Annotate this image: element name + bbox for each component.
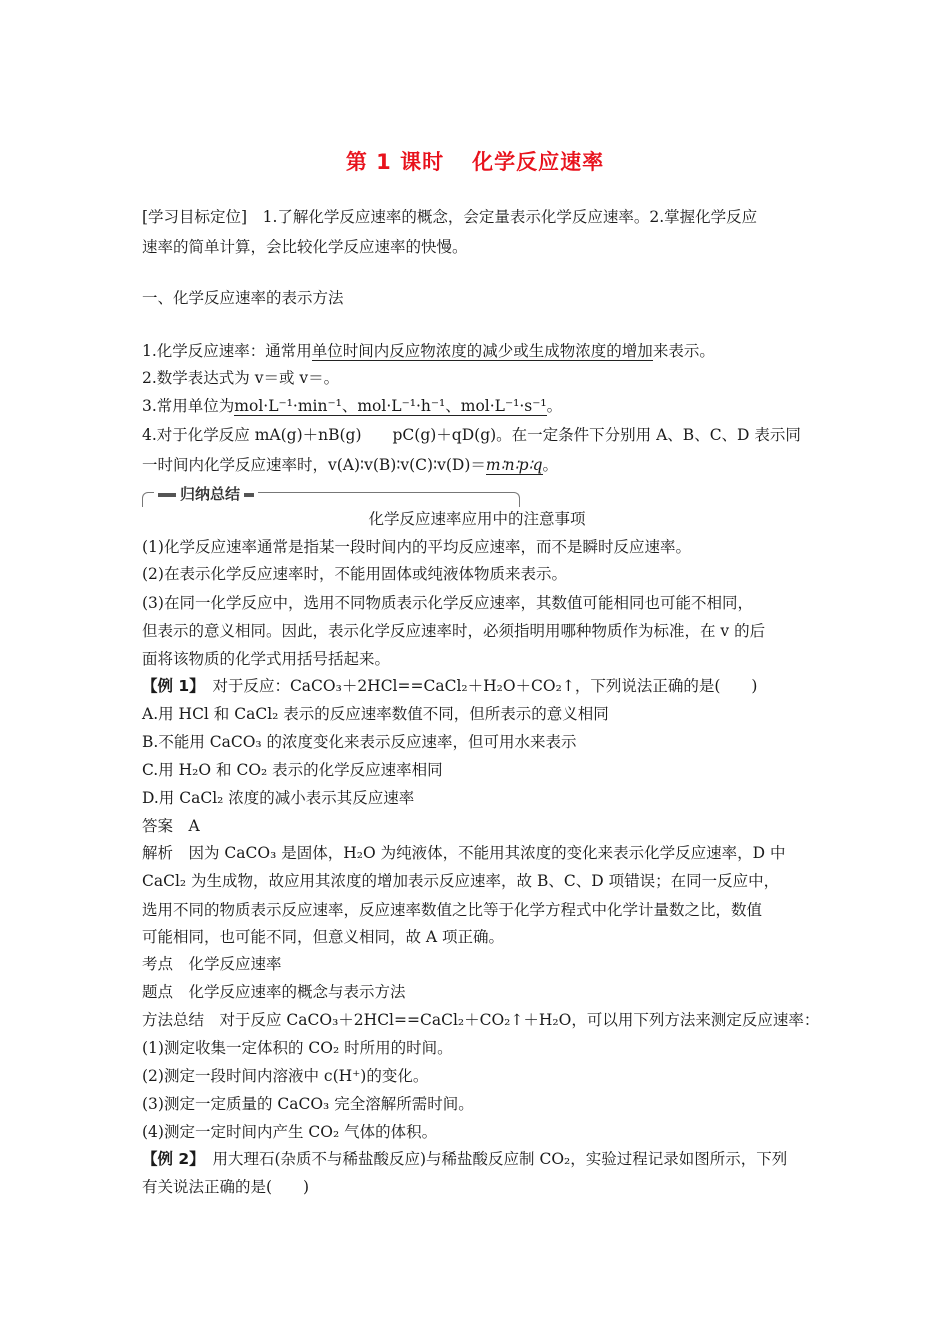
summary-box-header bbox=[142, 483, 520, 503]
item-3-answer: mol·L⁻¹·min⁻¹、mol·L⁻¹·h⁻¹、mol·L⁻¹·s⁻¹ bbox=[234, 397, 547, 415]
summary-tag-label: 归纳总结 bbox=[180, 485, 241, 503]
summary-title: 化学反应速率应用中的注意事项 bbox=[368, 510, 586, 528]
option-a: A.用 HCl 和 CaCl₂ 表示的反应速率数值不同，但所表示的意义相同 bbox=[142, 705, 609, 723]
method-1: (1)测定收集一定体积的 CO₂ 时所用的时间。 bbox=[142, 1039, 453, 1057]
lesson-title bbox=[0, 146, 950, 176]
item-1-suffix: 来表示。 bbox=[652, 342, 715, 360]
note-2: (2)在表示化学反应速率时，不能用固体或纯液体物质来表示。 bbox=[142, 565, 567, 583]
method-4: (4)测定一定时间内产生 CO₂ 气体的体积。 bbox=[142, 1123, 438, 1141]
tag-bar-icon bbox=[244, 493, 254, 497]
note-3-cont: 但表示的意义相同。因此，表示化学反应速率时，必须指明用哪种物质作为标准，在 v 的后 bbox=[142, 622, 766, 640]
example-2-label: 【例 2】 bbox=[142, 1150, 197, 1168]
example-1-stem: 对于反应：CaCO₃＋2HCl==CaCl₂＋H₂O＋CO₂↑，下列说法正确的是( ) bbox=[196, 677, 758, 695]
section-heading: 一、化学反应速率的表示方法 bbox=[142, 289, 344, 307]
analysis-line-4: 可能相同，也可能不同，但意义相同，故 A 项正确。 bbox=[142, 928, 505, 946]
tag-bar-icon bbox=[158, 493, 176, 497]
objective-line-2: 速率的简单计算，会比较化学反应速率的快慢。 bbox=[142, 238, 468, 256]
item-2: 2.数学表达式为 v＝或 v＝。 bbox=[142, 369, 340, 387]
method-2: (2)测定一段时间内溶液中 c(H⁺)的变化。 bbox=[142, 1067, 429, 1085]
tidian: 题点 化学反应速率的概念与表示方法 bbox=[142, 983, 406, 1001]
example-1-question bbox=[142, 675, 812, 697]
item-4-prefix: 一时间内化学反应速率时，v(A)∶v(B)∶v(C)∶v(D)＝ bbox=[142, 456, 486, 474]
answer: 答案 A bbox=[142, 817, 200, 835]
option-b: B.不能用 CaCO₃ 的浓度变化来表示反应速率，但可用水来表示 bbox=[142, 733, 577, 751]
lesson-number: 第 1 课时 bbox=[345, 150, 445, 174]
example-1-label: 【例 1】 bbox=[142, 677, 197, 695]
note-3: (3)在同一化学反应中，选用不同物质表示化学反应速率，其数值可能相同也可能不相同， bbox=[142, 594, 753, 612]
kaodian: 考点 化学反应速率 bbox=[142, 955, 282, 973]
summary-tag bbox=[154, 483, 258, 504]
item-1-prefix: 1.化学反应速率：通常用 bbox=[142, 342, 312, 360]
item-1 bbox=[142, 340, 812, 362]
example-2-question-cont: 有关说法正确的是( ) bbox=[142, 1178, 310, 1196]
option-d: D.用 CaCl₂ 浓度的减小表示其反应速率 bbox=[142, 789, 415, 807]
item-3-suffix: 。 bbox=[546, 397, 563, 415]
item-3-prefix: 3.常用单位为 bbox=[142, 397, 235, 415]
item-4-line-2 bbox=[142, 454, 812, 476]
lesson-topic: 化学反应速率 bbox=[472, 150, 605, 174]
method-summary: 方法总结 对于反应 CaCO₃＋2HCl==CaCl₂＋CO₂↑＋H₂O，可以用下列方法来测定反应速率： bbox=[142, 1011, 820, 1029]
example-2-stem: 用大理石(杂质不与稀盐酸反应)与稀盐酸反应制 CO₂，实验过程记录如图所示，下列 bbox=[196, 1150, 788, 1168]
method-3: (3)测定一定质量的 CaCO₃ 完全溶解所需时间。 bbox=[142, 1095, 474, 1113]
item-3 bbox=[142, 395, 812, 417]
example-2-question bbox=[142, 1148, 812, 1170]
analysis-line-2: CaCl₂ 为生成物，故应用其浓度的增加表示反应速率，故 B、C、D 项错误；在同一反应中， bbox=[142, 872, 780, 890]
item-4-line-1: 4.对于化学反应 mA(g)＋nB(g) pC(g)＋qD(g)。在一定条件下分别用 A、B、C、D 表示同 bbox=[142, 426, 801, 444]
note-1: (1)化学反应速率通常是指某一段时间内的平均反应速率，而不是瞬时反应速率。 bbox=[142, 538, 691, 556]
objective-line-1: [学习目标定位] 1.了解化学反应速率的概念，会定量表示化学反应速率。2.掌握化学反应 bbox=[142, 208, 758, 226]
analysis-line-1: 解析 因为 CaCO₃ 是固体，H₂O 为纯液体，不能用其浓度的变化来表示化学反应速率，D 中 bbox=[142, 844, 786, 862]
item-1-answer: 单位时间内反应物浓度的减少或生成物浓度的增加 bbox=[311, 342, 653, 360]
analysis-line-3: 选用不同的物质表示反应速率，反应速率数值之比等于化学方程式中化学计量数之比，数值 bbox=[142, 901, 763, 919]
option-c: C.用 H₂O 和 CO₂ 表示的化学反应速率相同 bbox=[142, 761, 443, 779]
note-3-end: 面将该物质的化学式用括号括起来。 bbox=[142, 650, 391, 668]
item-4-answer: m∶n∶p∶q bbox=[485, 456, 543, 474]
item-4-suffix: 。 bbox=[542, 456, 559, 474]
